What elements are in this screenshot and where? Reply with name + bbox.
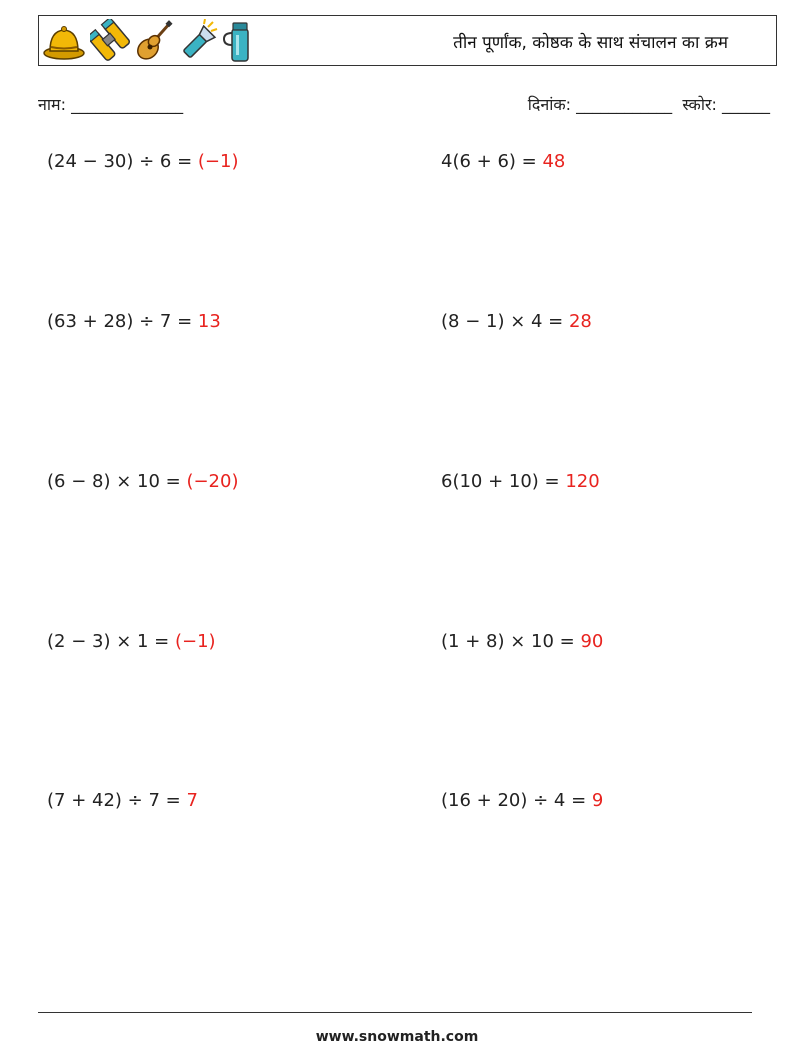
date-score-field xyxy=(528,93,770,115)
problem-4 xyxy=(441,311,592,332)
problem-expression: (63 + 28) ÷ 7 = xyxy=(47,311,198,332)
date-label: दिनांक: xyxy=(527,95,572,114)
icon-strip xyxy=(42,19,254,63)
problem-10 xyxy=(441,790,603,811)
problem-expression: 6(10 + 10) = xyxy=(441,471,566,492)
footer-divider xyxy=(38,1012,752,1013)
thermos-icon xyxy=(222,19,254,63)
problem-expression: (24 − 30) ÷ 6 = xyxy=(47,151,198,172)
problem-answer: 90 xyxy=(580,631,604,652)
problem-answer: (−1) xyxy=(197,151,239,172)
hat-icon xyxy=(42,19,86,63)
problem-8 xyxy=(441,631,603,652)
problem-expression: (1 + 8) × 10 = xyxy=(441,631,581,652)
problem-answer: 28 xyxy=(568,311,592,332)
problem-6 xyxy=(441,471,600,492)
name-field xyxy=(38,93,183,115)
flashlight-icon xyxy=(178,19,218,63)
problem-answer: 7 xyxy=(186,790,198,811)
problem-answer: (−20) xyxy=(186,471,239,492)
score-label: स्कोर: xyxy=(682,95,717,114)
problem-7 xyxy=(47,631,216,652)
problem-answer: (−1) xyxy=(174,631,216,652)
score-blank: ______ xyxy=(722,95,770,114)
name-label: नाम: xyxy=(38,95,66,114)
problem-2 xyxy=(441,151,565,172)
problem-answer: 48 xyxy=(542,151,566,172)
problem-9 xyxy=(47,790,198,811)
problem-1 xyxy=(47,151,238,172)
problem-expression: (7 + 42) ÷ 7 = xyxy=(47,790,187,811)
problem-expression: (2 − 3) × 1 = xyxy=(47,631,175,652)
problem-5 xyxy=(47,471,238,492)
problem-expression: (6 − 8) × 10 = xyxy=(47,471,187,492)
problem-answer: 120 xyxy=(565,471,600,492)
guitar-icon xyxy=(134,19,174,63)
footer-site-link[interactable]: www.snowmath.com xyxy=(315,1029,479,1045)
binoculars-icon xyxy=(90,19,130,63)
worksheet-title: तीन पूर्णांक, कोष्ठक के साथ संचालन का क्रम xyxy=(453,33,728,53)
problem-answer: 13 xyxy=(197,311,221,332)
name-blank: ______________ xyxy=(71,95,184,114)
problem-expression: (16 + 20) ÷ 4 = xyxy=(441,790,592,811)
problem-3 xyxy=(47,311,221,332)
header-box xyxy=(38,15,777,66)
problem-answer: 9 xyxy=(591,790,604,811)
problem-expression: (8 − 1) × 4 = xyxy=(441,311,569,332)
problem-expression: 4(6 + 6) = xyxy=(441,151,543,172)
date-blank: ____________ xyxy=(576,95,673,114)
